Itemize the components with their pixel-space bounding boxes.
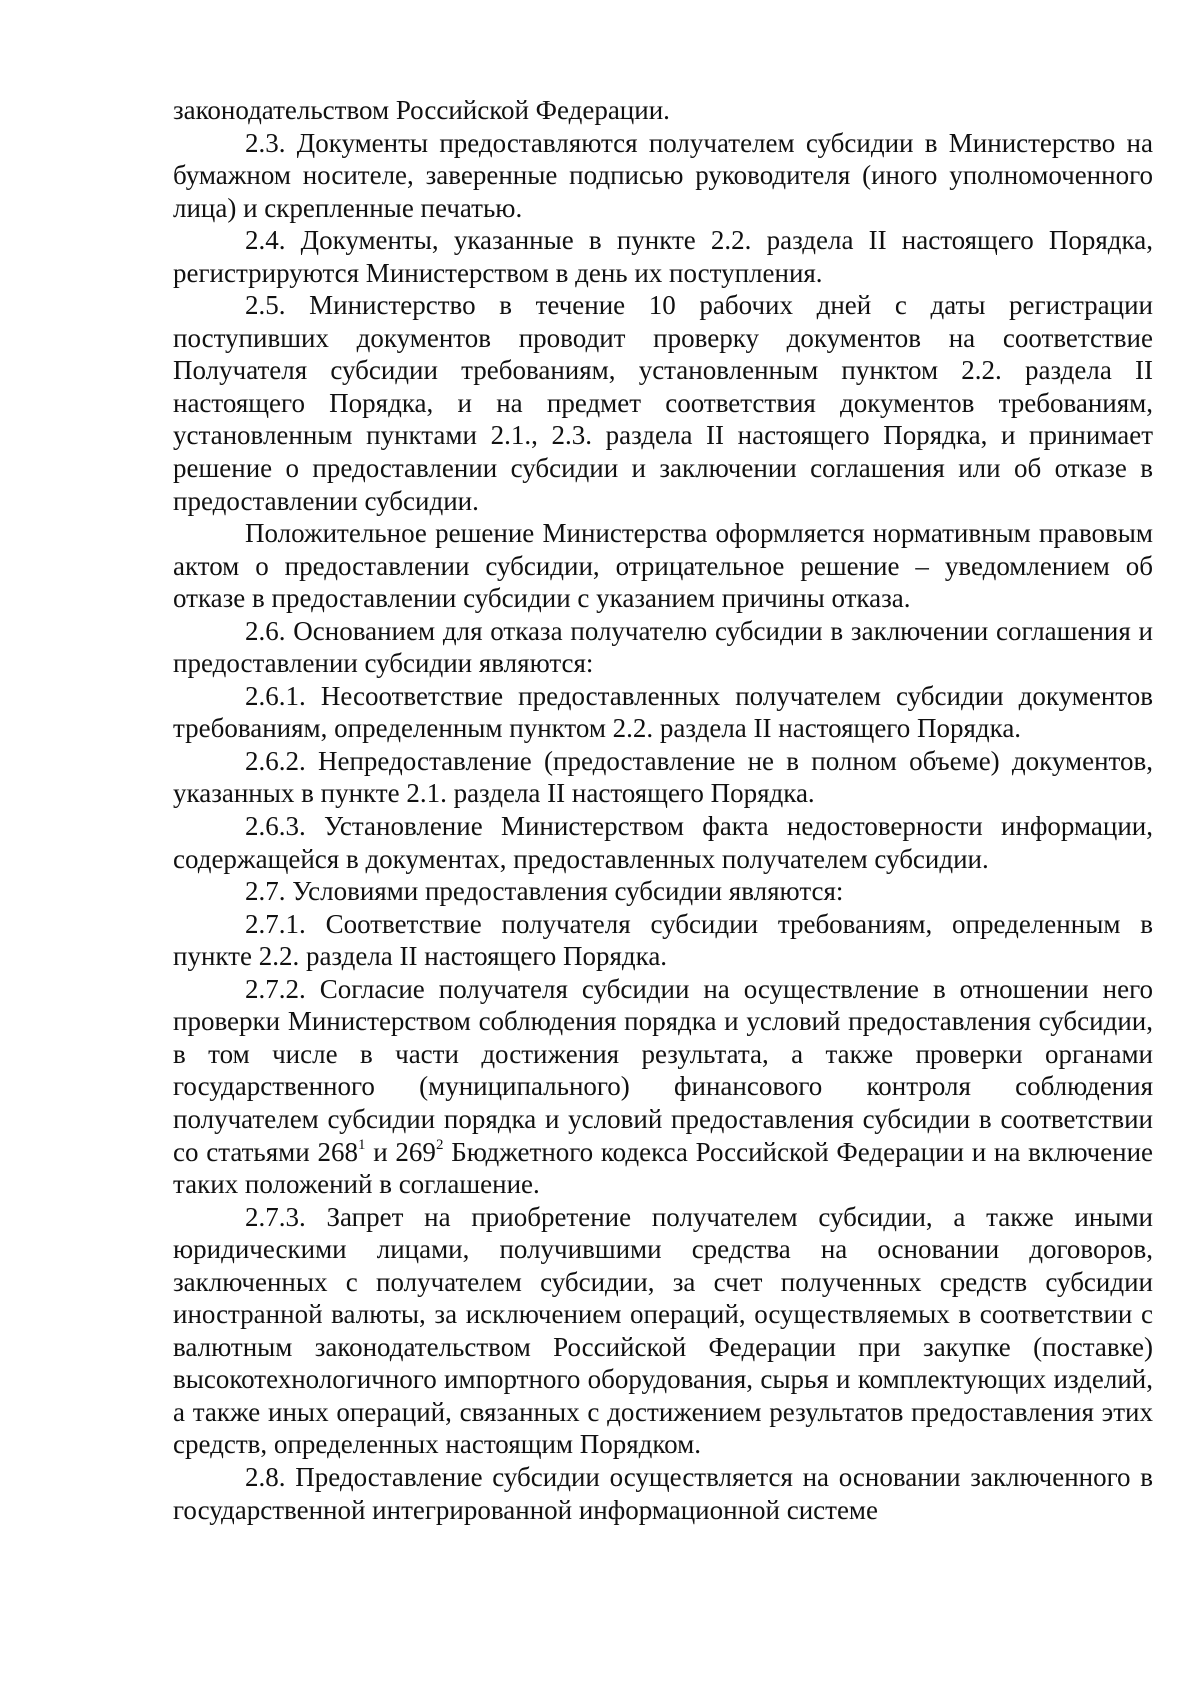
paragraph-2-7-1: 2.7.1. Соответствие получателя субсидии требованиям, определенным в пункте 2.2. раздела II настоящего Порядка. [173,908,1153,972]
paragraph-2-7: 2.7. Условиями предоставления субсидии являются: [245,876,844,907]
paragraph-2-4: 2.4. Документы, указанные в пункте 2.2. раздела II настоящего Порядка, регистрируются Министерством в день их поступления. [173,225,1153,288]
paragraph-2-8: 2.8. Предоставление субсидии осуществляется на основании заключенного в государственной интегрированной информационной системе [173,1461,1153,1525]
paragraph-continuation: законодательством Российской Федерации. [173,95,670,125]
paragraph-2-6: 2.6. Основанием для отказа получателю субсидии в заключении соглашения и предоставлении субсидии являются: [173,615,1153,679]
paragraph-2-6-3: 2.6.3. Установление Министерством факта недостоверности информации, содержащейся в документах, предоставленных получателем субсидии. [173,811,1153,874]
superscript-1: 1 [357,1136,366,1153]
paragraph-decision: Положительное решение Министерства оформляется нормативным правовым актом о предоставлении субсидии, отрицательное решение – уведомлением об отказе в предоставлении субсидии с указанием причины отказа. [173,518,1153,614]
paragraph-2-3: 2.3. Документы предоставляются получателем субсидии в Министерство на бумажном носителе, заверенные подписью руководителя (иного уполномоченного лица) и скрепленные печатью. [173,127,1153,223]
paragraph-2-5: 2.5. Министерство в течение 10 рабочих дней с даты регистрации поступивших документов проводит проверку документов на соответствие Получателя субсидии требованиям, установленным пунктом 2.2. раздела II настоящего Порядка, и на предмет соответствия документов требованиям, установленным пунктами 2.1., 2.3. раздела II настоящего Порядка, и принимает решение о предоставлении субсидии и заключении соглашения или об отказе в предоставлении субсидии. [173,290,1153,516]
paragraph-2-7-2 [173,973,1153,1201]
document-body [173,94,1153,1526]
paragraph-2-7-2-part-b: и 269 [365,1136,436,1167]
superscript-2: 2 [435,1136,444,1153]
paragraph-2-7-2-part-a: 2.7.2. Согласие получателя субсидии на осуществление в отношении него проверки Министерством соблюдения порядка и условий предоставления субсидии, в том числе в части достижения результата, а также проверки органами государственного (муниципального) финансового контроля соблюдения получателем субсидии порядка и условий предоставления субсидии в соответствии со статьями 268 [173,973,1153,1167]
paragraph-2-6-2: 2.6.2. Непредоставление (предоставление не в полном объеме) документов, указанных в пункте 2.1. раздела II настоящего Порядка. [173,745,1153,809]
paragraph-2-7-2-part-c: Бюджетного кодекса Российской Федерации и на включение таких положений в соглашение. [173,1136,1154,1200]
paragraph-2-7-3: 2.7.3. Запрет на приобретение получателем субсидии, а также иными юридическими лицами, получившими средства на основании договоров, заключенных с получателем субсидии, за счет полученных средств субсидии иностранной валюты, за исключением операций, осуществляемых в соответствии с валютным законодательством Российской Федерации при закупке (поставке) высокотехнологичного импортного оборудования, сырья и комплектующих изделий, а также иных операций, связанных с достижением результатов предоставления этих средств, определенных настоящим Порядком. [173,1201,1153,1460]
paragraph-2-6-1: 2.6.1. Несоответствие предоставленных получателем субсидии документов требованиям, определенным пунктом 2.2. раздела II настоящего Порядка. [173,680,1153,744]
